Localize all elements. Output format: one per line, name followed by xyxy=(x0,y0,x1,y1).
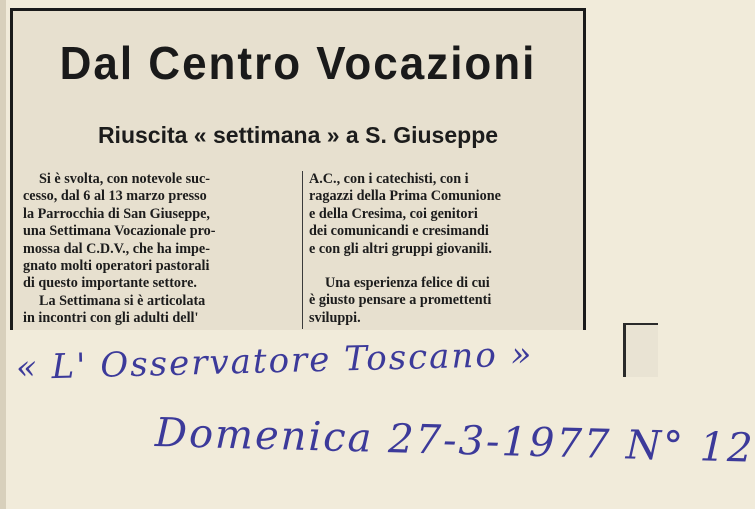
paper-edge xyxy=(0,0,6,509)
column-1-line: di questo importante settore. xyxy=(23,275,197,292)
column-1-line: mossa dal C.D.V., che ha impe- xyxy=(23,240,210,257)
handwritten-source: « L' Osservatore Toscano » xyxy=(15,334,534,388)
column-1-line: gnato molti operatori pastorali xyxy=(23,258,210,275)
column-2-line: e della Cresima, coi genitori xyxy=(309,205,478,222)
paragraph-gap xyxy=(309,258,577,275)
newspaper-clipping xyxy=(10,8,586,330)
handwritten-date: Domenica 27-3-1977 N° 12 xyxy=(154,410,755,472)
column-2-line: Una esperienza felice di cui xyxy=(325,275,490,292)
column-2-line: e con gli altri gruppi giovanili. xyxy=(309,240,492,257)
column-2-line: sviluppi. xyxy=(309,309,361,326)
column-1-line: La Settimana si è articolata xyxy=(39,292,206,309)
column-1-line: cesso, dal 6 al 13 marzo presso xyxy=(23,188,207,205)
adjacent-clipping-edge xyxy=(623,323,658,377)
article-column-1 xyxy=(23,171,292,329)
article-column-2 xyxy=(302,171,577,329)
subheadline: Riuscita « settimana » a S. Giuseppe xyxy=(97,122,499,148)
column-2-line: è giusto pensare a promettenti xyxy=(309,292,492,309)
headline: Dal Centro Vocazioni xyxy=(59,37,537,90)
column-2-line: dei comunicandi e cresimandi xyxy=(309,223,489,240)
column-1-line: la Parrocchia di San Giuseppe, xyxy=(23,205,210,222)
column-2-line: A.C., con i catechisti, con i xyxy=(309,171,469,187)
column-1-line: una Settimana Vocazionale pro- xyxy=(23,223,216,240)
column-2-line: ragazzi della Prima Comunione xyxy=(309,188,501,205)
column-1-line: in incontri con gli adulti dell' xyxy=(23,310,199,327)
top-rule xyxy=(10,8,586,11)
column-1-line: Si è svolta, con notevole suc- xyxy=(39,171,211,187)
